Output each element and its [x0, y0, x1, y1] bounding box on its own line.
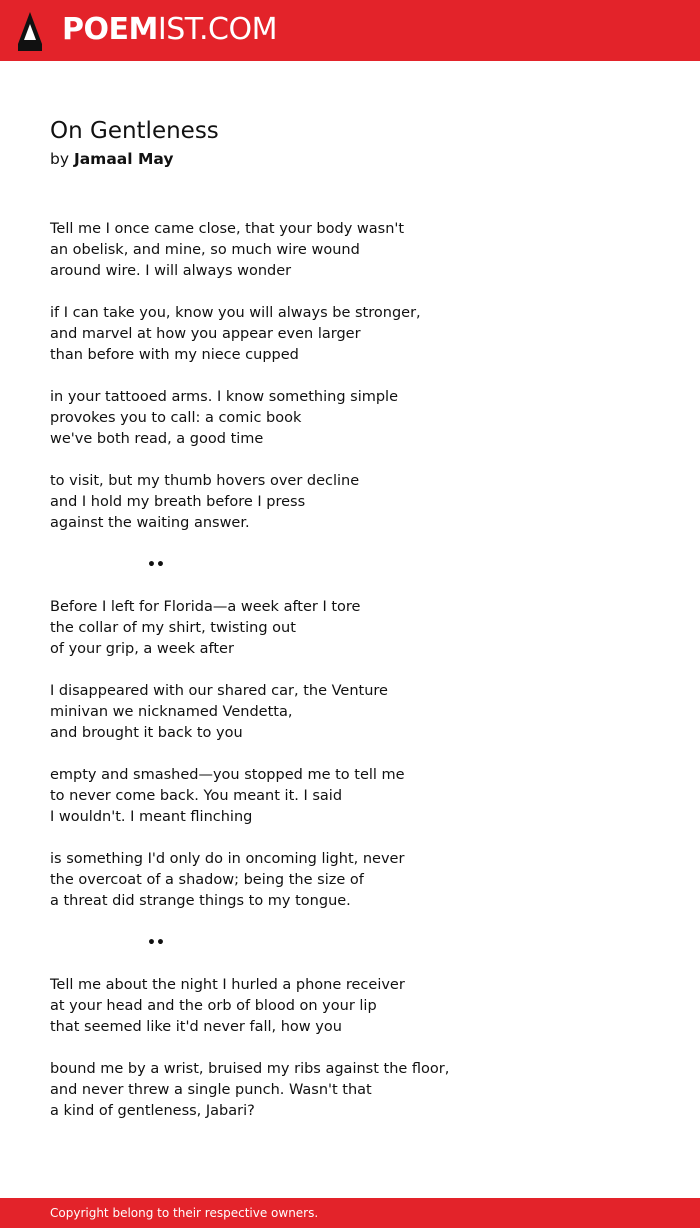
stanza-break: [50, 744, 650, 765]
stanza-break: [50, 660, 650, 681]
poem-line: at your head and the orb of blood on your lip: [50, 998, 377, 1014]
poem-line: that seemed like it'd never fall, how you: [50, 1019, 342, 1035]
copyright-text: Copyright belong to their respective owners.: [50, 1206, 319, 1220]
poem-line: Tell me I once came close, that your body wasn't: [50, 221, 405, 237]
poem-line: empty and smashed—you stopped me to tell me: [50, 767, 405, 783]
poem-title: On Gentleness: [50, 118, 219, 144]
stanza-break: [50, 1038, 650, 1059]
poem-body: [50, 219, 650, 1122]
poem-line: Tell me about the night I hurled a phone receiver: [50, 977, 405, 993]
poem-line: an obelisk, and mine, so much wire wound: [50, 242, 360, 258]
poem-line: Before I left for Florida—a week after I tore: [50, 599, 361, 615]
poem-line: and I hold my breath before I press: [50, 494, 306, 510]
poem-line: the overcoat of a shadow; being the size of: [50, 872, 364, 888]
stanza-break: [50, 828, 650, 849]
site-logo[interactable]: [62, 12, 277, 48]
stanza-break: [50, 912, 650, 933]
poem-line: than before with my niece cupped: [50, 347, 299, 363]
stanza-break: [50, 534, 650, 555]
stanza-break: [50, 576, 650, 597]
poem-line: a kind of gentleness, Jabari?: [50, 1103, 255, 1119]
poem-line: and never threw a single punch. Wasn't that: [50, 1082, 372, 1098]
stanza-break: [50, 450, 650, 471]
byline: [50, 148, 650, 170]
section-divider: ••: [147, 935, 165, 951]
logo-light-text: IST.COM: [157, 12, 277, 47]
poem-line: I disappeared with our shared car, the Venture: [50, 683, 388, 699]
poem-line: and marvel at how you appear even larger: [50, 326, 361, 342]
poem-line: if I can take you, know you will always be stronger,: [50, 305, 421, 321]
poem-line: of your grip, a week after: [50, 641, 234, 657]
poem-line: a threat did strange things to my tongue.: [50, 893, 351, 909]
poem-line: bound me by a wrist, bruised my ribs against the floor,: [50, 1061, 450, 1077]
poem-line: we've both read, a good time: [50, 431, 264, 447]
stanza-break: [50, 282, 650, 303]
stanza-break: [50, 366, 650, 387]
logo-bold-text: POEM: [62, 12, 158, 47]
poem-line: is something I'd only do in oncoming light, never: [50, 851, 405, 867]
poem-line: to visit, but my thumb hovers over decline: [50, 473, 360, 489]
poem-line: the collar of my shirt, twisting out: [50, 620, 296, 636]
poem-line: in your tattooed arms. I know something simple: [50, 389, 398, 405]
poem-line: to never come back. You meant it. I said: [50, 788, 343, 804]
poem-line: I wouldn't. I meant flinching: [50, 809, 253, 825]
poem-author: Jamaal May: [73, 150, 174, 168]
poem-heading: [50, 114, 650, 170]
byline-prefix: by: [50, 150, 70, 168]
stanza-break: [50, 954, 650, 975]
poem-line: around wire. I will always wonder: [50, 263, 292, 279]
section-divider: ••: [147, 557, 165, 573]
site-footer: [0, 1198, 700, 1228]
site-header: [0, 0, 700, 61]
poem-line: provokes you to call: a comic book: [50, 410, 302, 426]
poem-line: and brought it back to you: [50, 725, 243, 741]
poem-line: minivan we nicknamed Vendetta,: [50, 704, 293, 720]
poem-line: against the waiting answer.: [50, 515, 250, 531]
pen-nib-logo-icon[interactable]: [16, 10, 44, 52]
